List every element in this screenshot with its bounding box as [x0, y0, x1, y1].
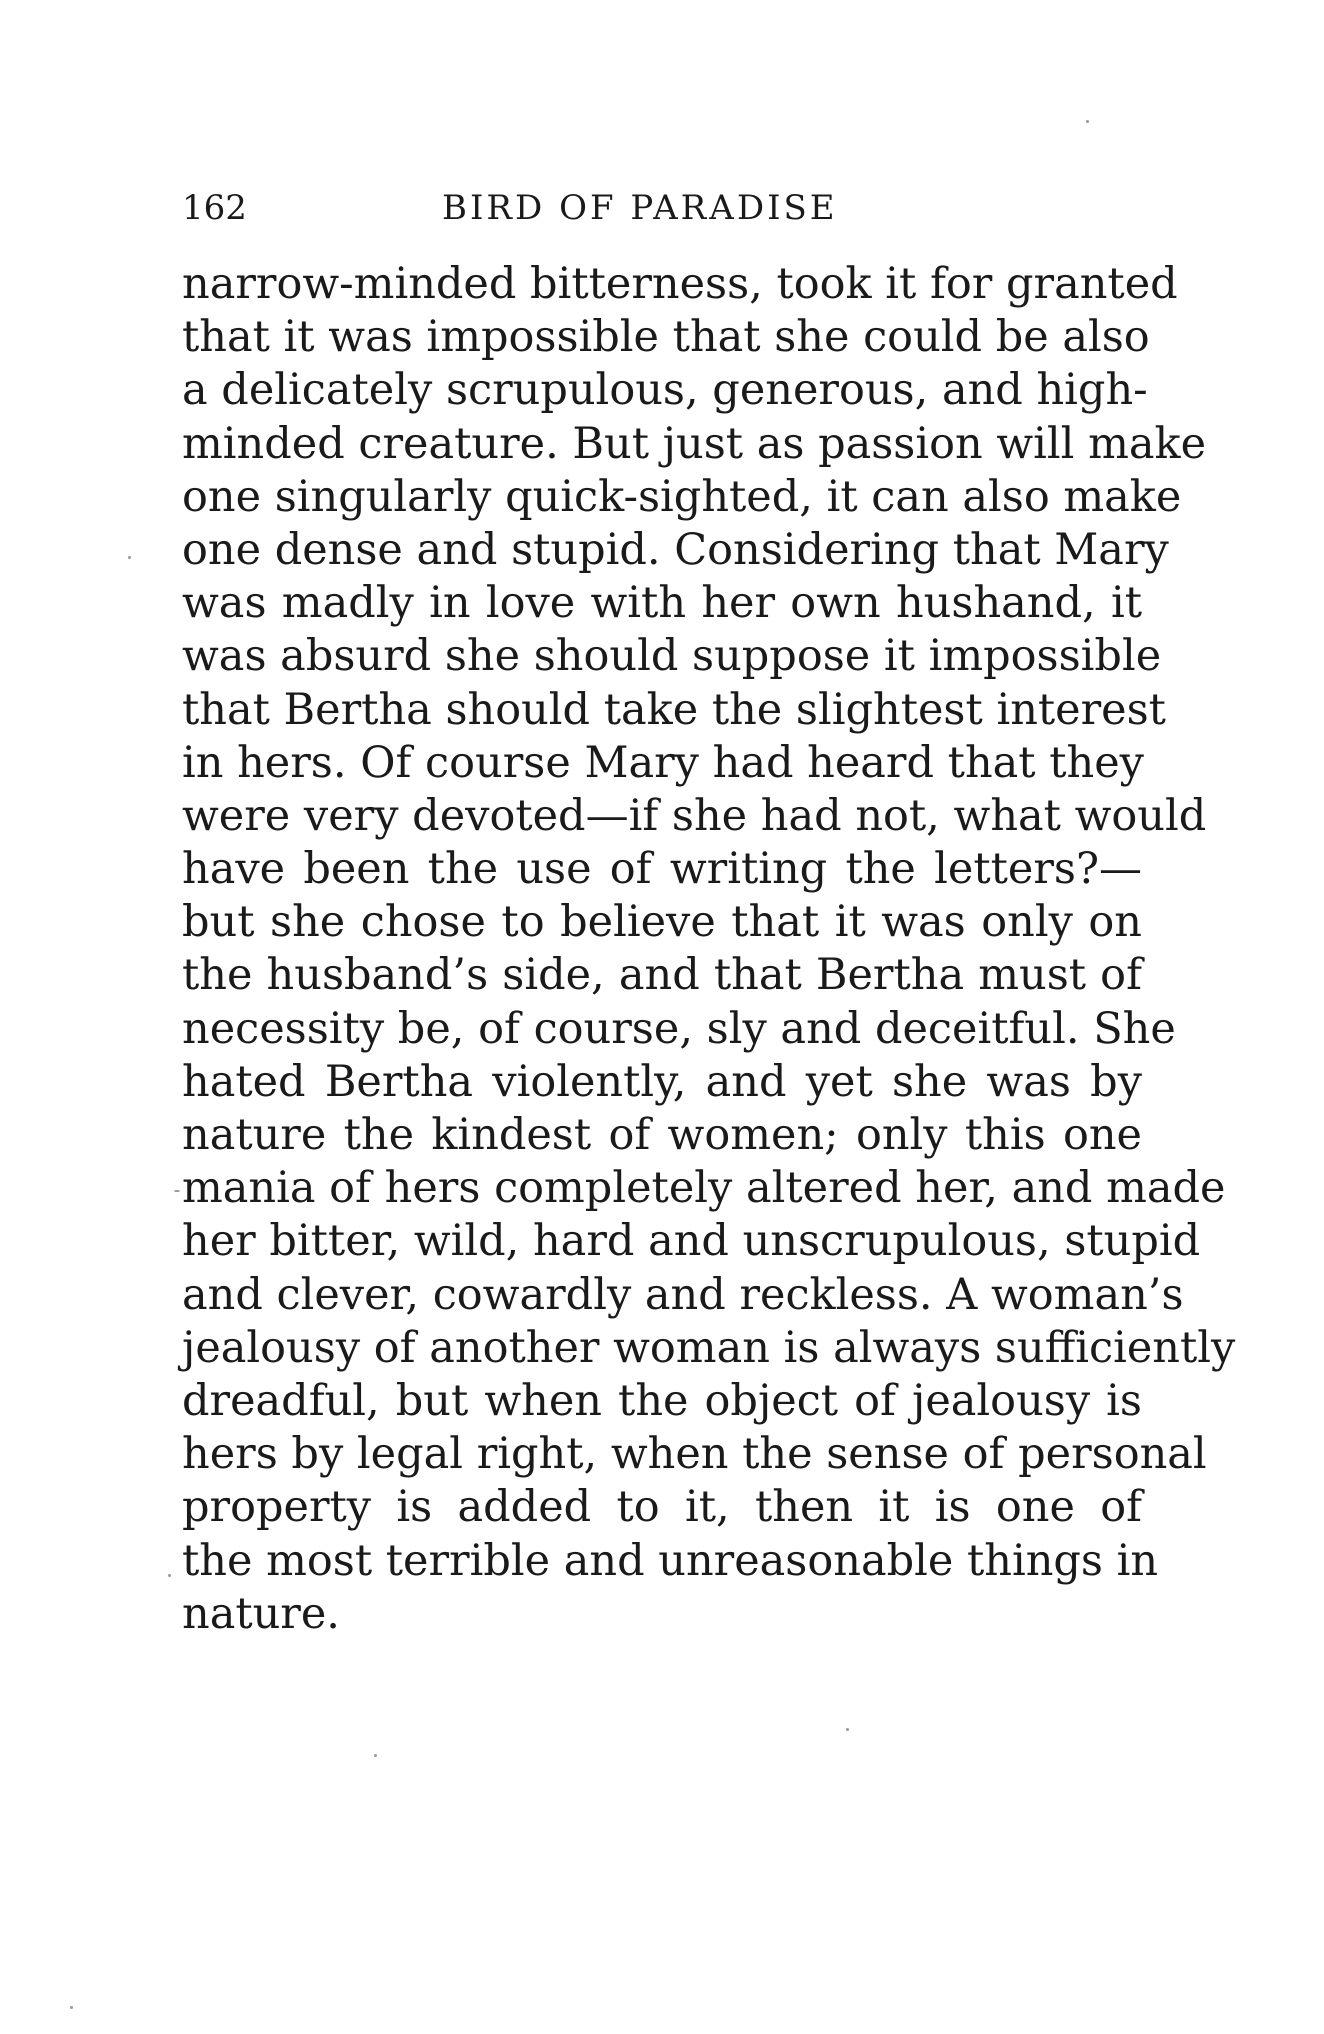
text-line: but she chose to believe that it was only on [182, 897, 1142, 948]
text-line: dreadful, but when the object of jealousy is [182, 1375, 1142, 1426]
running-head [182, 188, 1138, 236]
text-line: narrow-minded bitterness, took it for granted [182, 259, 1178, 309]
text-line: one dense and stupid. Considering that Mary [182, 524, 1169, 575]
running-title: BIRD OF PARADISE [442, 188, 838, 228]
text-line: the most terrible and unreasonable things in [182, 1535, 1159, 1586]
text-line: were very devoted—if she had not, what would [182, 790, 1207, 841]
text-line: that Bertha should take the slightest interest [182, 684, 1166, 735]
text-line: was absurd she should suppose it impossible [182, 631, 1162, 682]
text-line: have been the use of writing the letters?— [182, 844, 1142, 895]
text-line: property is added to it, then it is one of [182, 1482, 1142, 1533]
print-speck [374, 1754, 377, 1757]
print-speck [128, 556, 131, 559]
text-line: a delicately scrupulous, generous, and high- [182, 365, 1148, 416]
text-line: the husband’s side, and that Bertha must of [182, 950, 1142, 1001]
text-line: minded creature. But just as passion will make [182, 418, 1207, 469]
print-speck [174, 1190, 180, 1192]
text-line: that it was impossible that she could be also [182, 312, 1150, 363]
text-line: nature the kindest of women; only this one [182, 1110, 1142, 1160]
text-line: and clever, cowardly and reckless. A woman’s [182, 1269, 1184, 1320]
text-line: hers by legal right, when the sense of personal [182, 1429, 1207, 1480]
text-line: was madly in love with her own hushand, it [182, 578, 1142, 629]
print-speck [846, 1728, 849, 1731]
text-line: in hers. Of course Mary had heard that they [182, 737, 1144, 788]
text-line: mania of hers completely altered her, and made [182, 1163, 1226, 1214]
text-line: hated Bertha violently, and yet she was by [182, 1056, 1142, 1107]
text-line: her bitter, wild, hard and unscrupulous, stupid [182, 1216, 1201, 1267]
print-speck [1086, 120, 1089, 123]
print-speck [70, 2006, 73, 2009]
text-line: one singularly quick-sighted, it can also make [182, 471, 1182, 522]
print-speck [168, 1574, 171, 1577]
text-line: nature. [182, 1588, 340, 1639]
text-line: necessity be, of course, sly and deceitful. She [182, 1003, 1176, 1054]
body-text [182, 258, 1236, 1641]
text-line: jealousy of another woman is always sufficiently [182, 1322, 1236, 1373]
page-number: 162 [182, 188, 247, 228]
